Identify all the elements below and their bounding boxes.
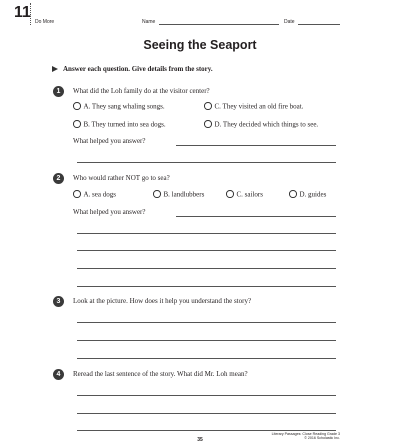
footer-copyright: © 2016 Scholastic Inc.	[304, 436, 340, 441]
footer-book-title: Literary Passages: Close Reading Grade 3	[271, 432, 340, 436]
name-field[interactable]	[159, 24, 279, 25]
date-label: Date	[284, 19, 295, 25]
question-number: 4	[53, 369, 64, 380]
answer-line[interactable]	[176, 145, 336, 146]
answer-line[interactable]	[77, 250, 336, 251]
answer-line[interactable]	[77, 162, 336, 163]
answer-option[interactable]: A. sea dogs	[73, 190, 116, 199]
dotted-divider	[30, 3, 31, 25]
answer-line[interactable]	[77, 233, 336, 234]
question-number: 2	[53, 173, 64, 184]
radio-icon	[226, 190, 234, 198]
name-label: Name	[142, 19, 156, 25]
answer-option[interactable]: D. They decided which things to see.	[204, 120, 318, 129]
answer-option[interactable]: B. landlubbers	[153, 190, 204, 199]
question-number: 3	[53, 296, 64, 307]
radio-icon	[153, 190, 161, 198]
radio-icon	[73, 102, 81, 110]
page-title: Seeing the Seaport	[143, 38, 257, 52]
page-number: 11	[14, 4, 31, 21]
question-text: Who would rather NOT go to sea?	[73, 174, 170, 182]
question-number: 1	[53, 86, 64, 97]
answer-line[interactable]	[77, 286, 336, 287]
helped-label: What helped you answer?	[73, 137, 146, 145]
answer-option[interactable]: C. sailors	[226, 190, 263, 199]
footer-page-number: 35	[197, 437, 203, 443]
radio-icon	[204, 120, 212, 128]
answer-line[interactable]	[77, 268, 336, 269]
answer-line[interactable]	[77, 430, 336, 431]
section-label: Do More	[35, 19, 55, 25]
answer-option[interactable]: C. They visited an old fire boat.	[204, 102, 303, 111]
date-field[interactable]	[298, 24, 340, 25]
answer-option[interactable]: D. guides	[289, 190, 326, 199]
radio-icon	[289, 190, 297, 198]
answer-line[interactable]	[176, 216, 336, 217]
answer-option[interactable]: B. They turned into sea dogs.	[73, 120, 166, 129]
footer-credits	[268, 432, 340, 440]
question-text: What did the Loh family do at the visitor center?	[73, 87, 210, 95]
answer-line[interactable]	[77, 395, 336, 396]
arrow-right-icon	[52, 66, 58, 72]
question-text: Look at the picture. How does it help you understand the story?	[73, 297, 252, 305]
radio-icon	[73, 190, 81, 198]
helped-label: What helped you answer?	[73, 208, 146, 216]
answer-line[interactable]	[77, 358, 336, 359]
answer-line[interactable]	[77, 322, 336, 323]
instructions: Answer each question. Give details from the story.	[63, 65, 213, 73]
answer-line[interactable]	[77, 340, 336, 341]
radio-icon	[204, 102, 212, 110]
answer-line[interactable]	[77, 413, 336, 414]
answer-option[interactable]: A. They sang whaling songs.	[73, 102, 165, 111]
radio-icon	[73, 120, 81, 128]
question-text: Reread the last sentence of the story. What did Mr. Loh mean?	[73, 370, 248, 378]
